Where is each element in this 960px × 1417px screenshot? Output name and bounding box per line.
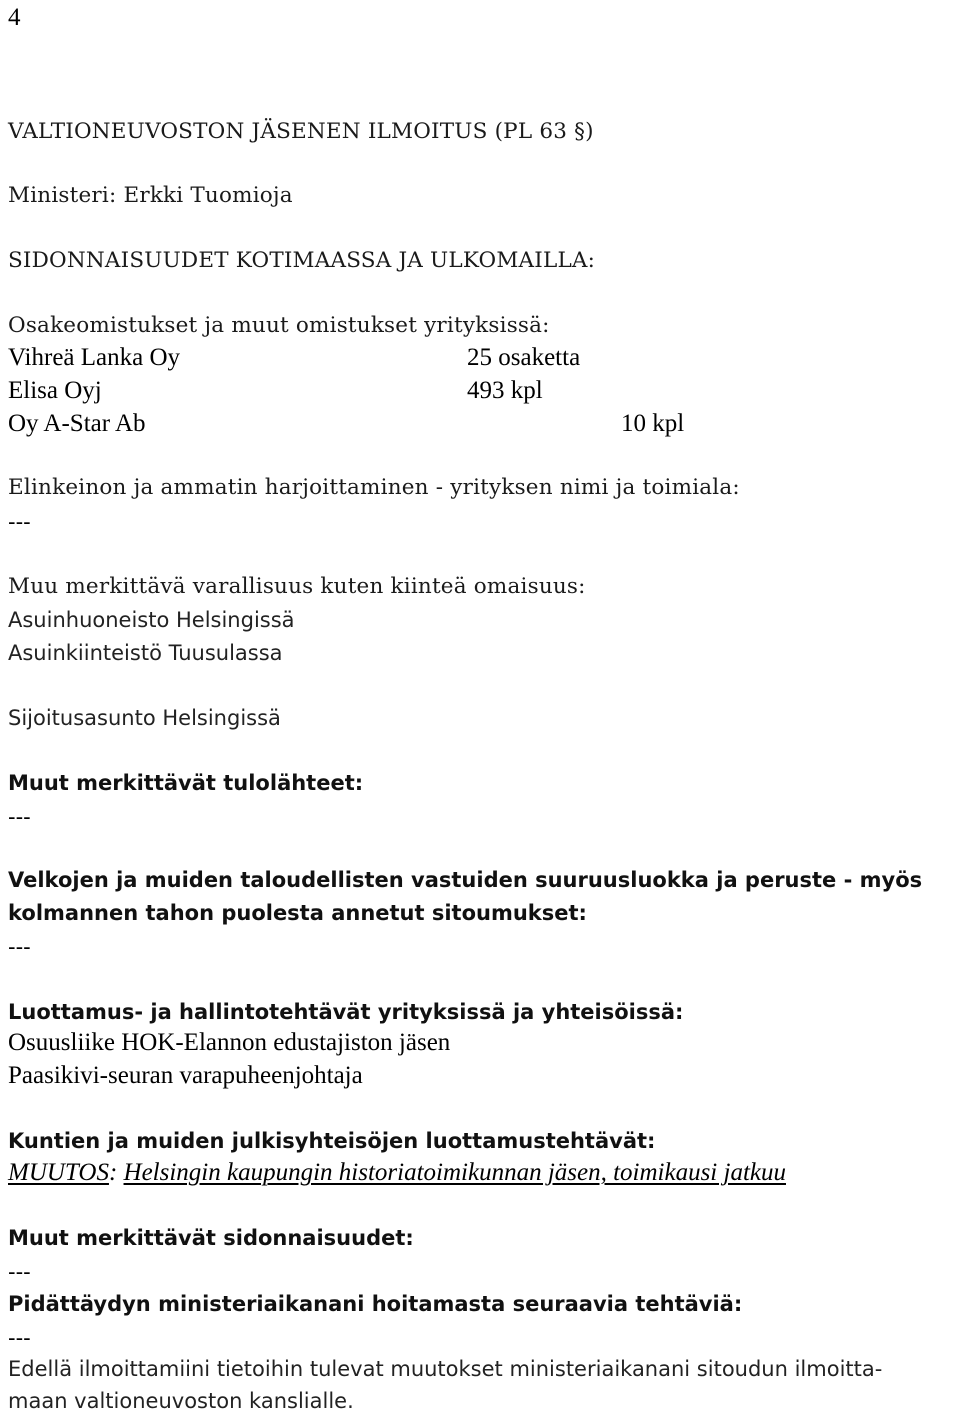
property-item: Asuinhuoneisto Helsingissä xyxy=(8,608,295,632)
refrain-heading: Pidättäydyn ministeriaikanani hoitamasta seuraavia tehtäviä: xyxy=(8,1292,743,1316)
income-heading: Muut merkittävät tulolähteet: xyxy=(8,771,364,795)
property-item: Sijoitusasunto Helsingissä xyxy=(8,706,281,730)
trust-position-item: Paasikivi-seuran varapuheenjohtaja xyxy=(8,1062,363,1089)
property-item: Asuinkiinteistö Tuusulassa xyxy=(8,641,283,665)
change-label: MUUTOS xyxy=(8,1159,109,1186)
closing-text: Edellä ilmoittamiini tietoihin tulevat muutokset ministeriaikanani sitoudun ilmoitta- xyxy=(8,1357,883,1381)
refrain-value: --- xyxy=(8,1326,31,1350)
holding-amount: 25 osaketta xyxy=(467,344,581,371)
municipal-change xyxy=(8,1157,786,1189)
business-heading: Elinkeinon ja ammatin harjoittaminen - yrityksen nimi ja toimiala: xyxy=(8,475,740,500)
holding-company: Elisa Oyj xyxy=(8,377,102,404)
debts-value: --- xyxy=(8,935,31,959)
holding-company: Oy A-Star Ab xyxy=(8,410,146,437)
section-title: SIDONNAISUUDET KOTIMAASSA JA ULKOMAILLA: xyxy=(8,248,596,273)
debts-heading: Velkojen ja muiden taloudellisten vastuiden suuruusluokka ja peruste - myös xyxy=(8,868,923,892)
other-ties-heading: Muut merkittävät sidonnaisuudet: xyxy=(8,1226,414,1250)
holdings-heading: Osakeomistukset ja muut omistukset yrityksissä: xyxy=(8,313,550,338)
document-title: VALTIONEUVOSTON JÄSENEN ILMOITUS (PL 63 §) xyxy=(8,119,594,144)
other-ties-value: --- xyxy=(8,1260,31,1284)
debts-heading-continued: kolmannen tahon puolesta annetut sitoumukset: xyxy=(8,901,587,925)
municipal-heading: Kuntien ja muiden julkisyhteisöjen luottamustehtävät: xyxy=(8,1129,656,1153)
trust-positions-heading: Luottamus- ja hallintotehtävät yrityksissä ja yhteisöissä: xyxy=(8,1000,684,1024)
trust-position-item: Osuusliike HOK-Elannon edustajiston jäsen xyxy=(8,1029,451,1056)
holding-amount: 493 kpl xyxy=(467,377,543,404)
change-colon: : xyxy=(108,1159,118,1186)
income-value: --- xyxy=(8,805,31,829)
change-text: Helsingin kaupungin historiatoimikunnan jäsen, toimikausi jatkuu xyxy=(123,1159,786,1186)
property-heading: Muu merkittävä varallisuus kuten kiinteä omaisuus: xyxy=(8,574,586,599)
holding-company: Vihreä Lanka Oy xyxy=(8,344,181,371)
closing-text-continued: maan valtioneuvoston kanslialle. xyxy=(8,1389,354,1413)
holding-amount: 10 kpl xyxy=(621,410,685,437)
minister-name: Ministeri: Erkki Tuomioja xyxy=(8,183,293,208)
business-value: --- xyxy=(8,510,31,534)
page-number: 4 xyxy=(8,4,21,31)
